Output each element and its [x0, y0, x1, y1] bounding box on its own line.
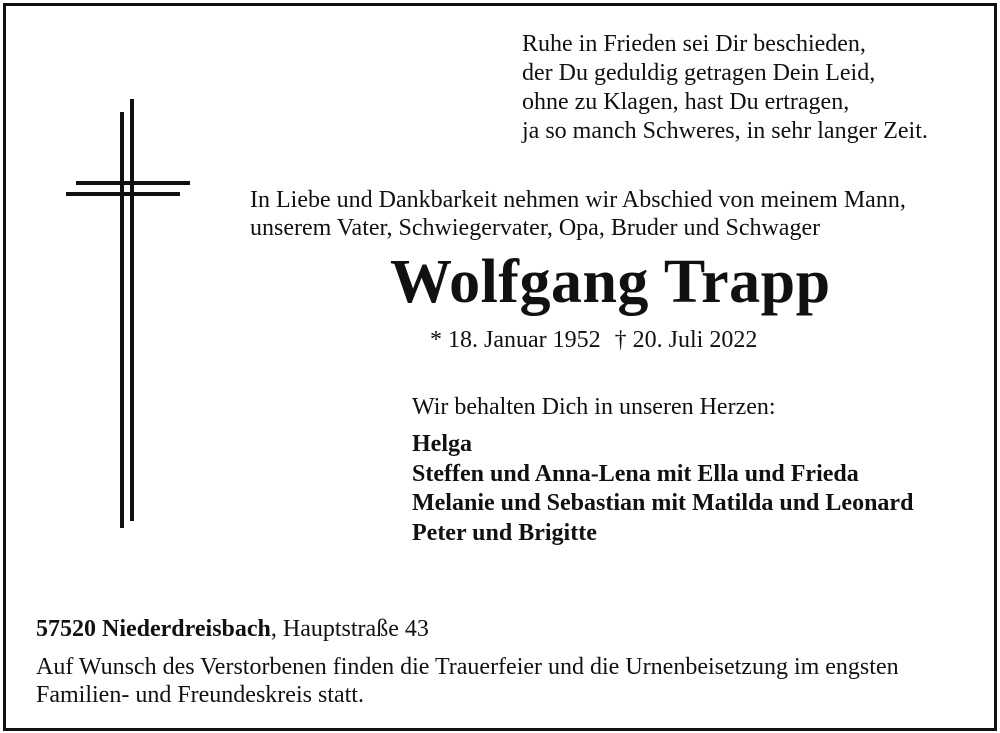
mourners-intro: Wir behalten Dich in unseren Herzen:	[412, 394, 776, 420]
life-dates	[430, 326, 757, 354]
birth-date: * 18. Januar 1952	[430, 327, 601, 353]
cross-horizontal-bar	[76, 181, 190, 185]
mourner-name: Melanie und Sebastian mit Matilda und Leonard	[412, 490, 914, 516]
cross-vertical-bar	[130, 99, 134, 521]
mourner-name: Peter und Brigitte	[412, 519, 597, 546]
notice-line: Auf Wunsch des Verstorbenen finden die Trauerfeier und die Urnenbeisetzung im engsten	[36, 654, 899, 680]
memorial-poem	[522, 30, 928, 146]
death-date: † 20. Juli 2022	[614, 327, 758, 353]
poem-line: Ruhe in Frieden sei Dir beschieden,	[522, 31, 866, 57]
address-town: 57520 Niederdreisbach	[36, 616, 271, 642]
mourner-name: Helga	[412, 431, 472, 457]
intro-line: unserem Vater, Schwiegervater, Opa, Bruder und Schwager	[250, 215, 821, 241]
family-address	[36, 615, 429, 643]
mourners-list	[412, 430, 913, 548]
mourner-name: Steffen und Anna-Lena mit Ella und Frieda	[412, 460, 859, 487]
double-line-cross-icon	[64, 96, 194, 531]
cross-vertical-bar	[120, 112, 124, 528]
deceased-name: Wolfgang Trapp	[390, 248, 831, 316]
poem-line: der Du geduldig getragen Dein Leid,	[522, 60, 876, 86]
cross-horizontal-bar	[66, 192, 180, 196]
poem-line: ohne zu Klagen, hast Du ertragen,	[522, 89, 850, 115]
farewell-intro	[250, 186, 906, 242]
funeral-notice	[36, 653, 976, 709]
intro-line: In Liebe und Dankbarkeit nehmen wir Abschied von meinem Mann,	[250, 187, 906, 213]
notice-line: Familien- und Freundeskreis statt.	[36, 682, 364, 708]
address-street: , Hauptstraße 43	[270, 616, 429, 642]
poem-line: ja so manch Schweres, in sehr langer Zeit.	[522, 118, 928, 144]
